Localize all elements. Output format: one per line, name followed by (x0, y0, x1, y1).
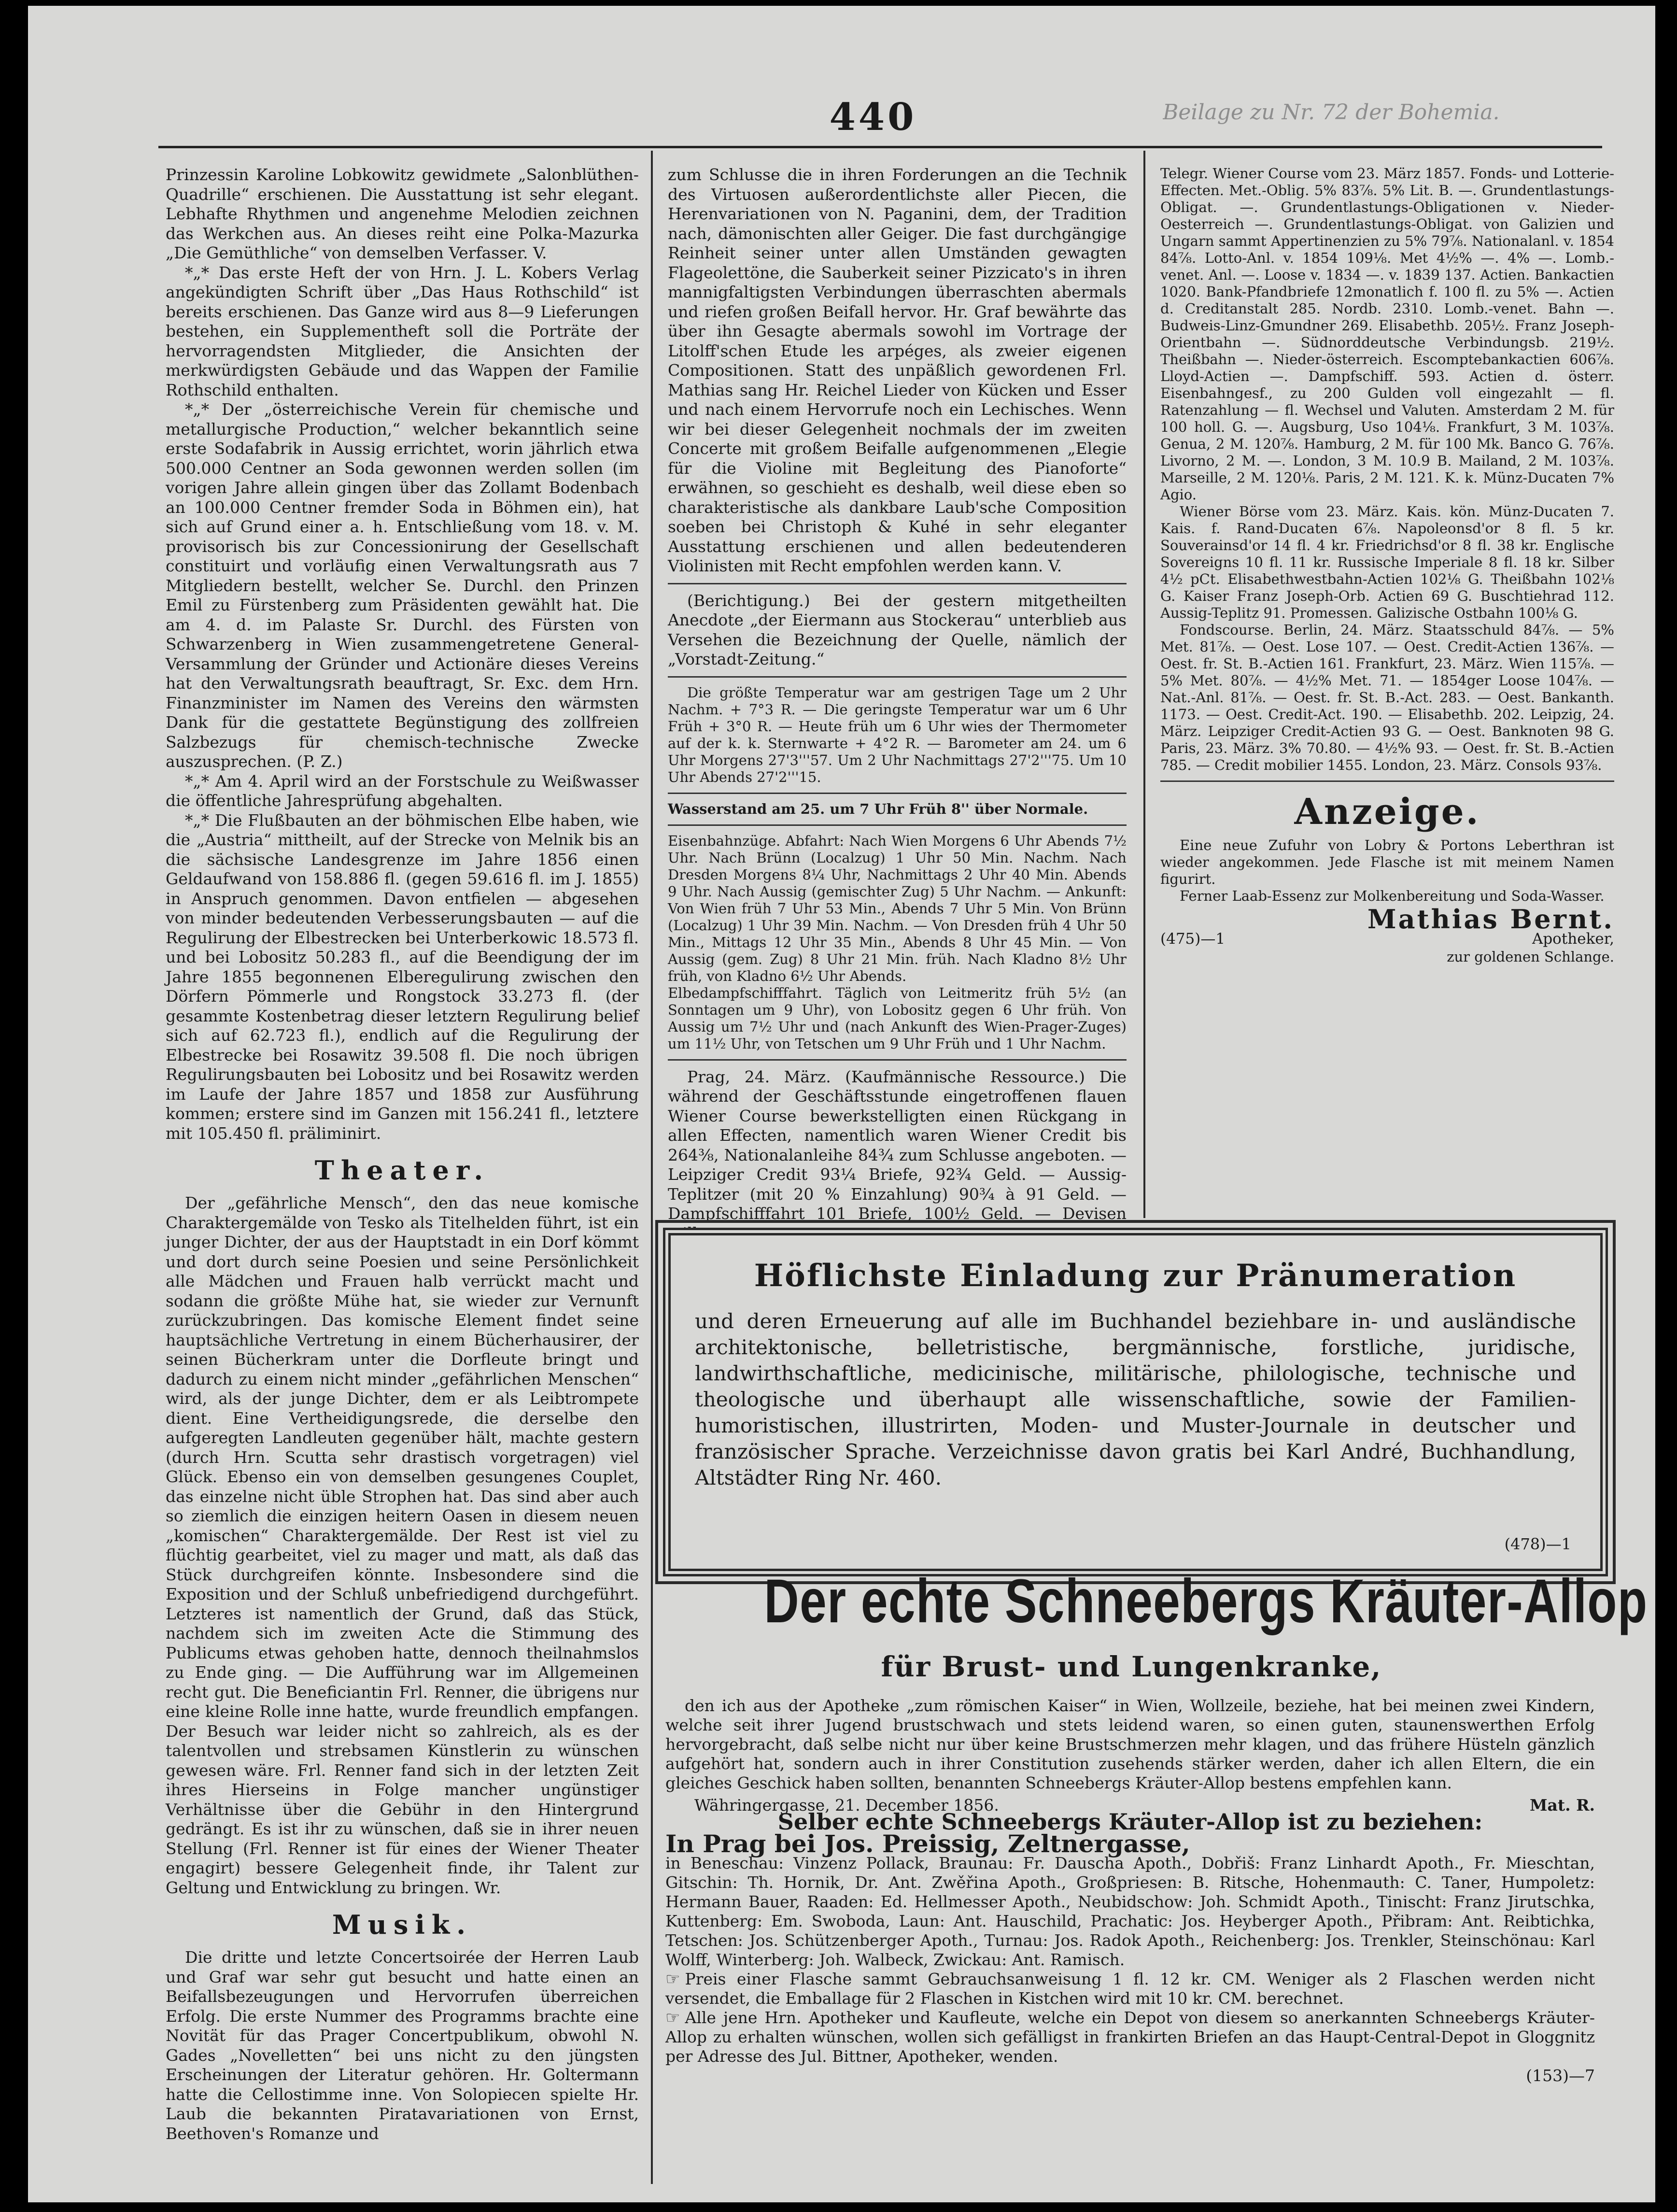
pranumeration-title: Höflichste Einladung zur Pränumeration (754, 1258, 1517, 1294)
separator (668, 793, 1127, 794)
separator (668, 676, 1127, 678)
depot-note (665, 2008, 1595, 2066)
musik-text: Die dritte und letzte Concertsoirée der Herren Laub und Graf war sehr gut besucht und hatte einen an Beifallsbezeugungen und Hervorrufen überreichen Erfolg. Die erste Nummer des Programms brachte eine Novität für das Prager Concertpublikum, obwohl N. Gades „Novelletten“ bei uns nicht zu den jüngsten Erscheinungen der Literatur gehören. Hr. Goltermann hatte die Cellostimme inne. Von Solopiecen spielte Hr. Laub die bekannten Piratavariationen von Ernst, Beethoven's Romanze und (166, 1948, 639, 2143)
column-3 (1160, 165, 1614, 965)
water-level: Wasserstand am 25. um 7 Uhr Früh 8'' über Normale. (668, 800, 1088, 817)
sellers-title: Selber echte Schneebergs Kräuter-Allop ist zu beziehen: (777, 1809, 1483, 1835)
ad-reference: (475)—1 (1160, 930, 1226, 948)
ad-reference: (478)—1 (1504, 1535, 1571, 1553)
testimonial-text: den ich aus der Apotheke „zum römischen Kaiser“ in Wien, Wollzeile, beziehe, hat bei meinen zwei Kindern, welche seit ihrer Jugend brustschwach und stets leidend waren, so einen guten, staunenswerthen Erfolg hervorgebracht, daß selbe nicht nur über keine Brustschmerzen mehr klagen, und das frühere Hüsteln gänzlich aufgehört hat, sondern auch in ihrer Constitution zusehends stärker werden, daher ich allen Eltern, die ein gleiches Geschick haben sollten, benannten Schneebergs Kräuter-Allop bestens empfehlen kann. (665, 1696, 1595, 1792)
newspaper-page (28, 6, 1655, 2202)
running-head: Beilage zu Nr. 72 der Bohemia. (1163, 100, 1500, 125)
anzeige-text: Ferner Laab-Essenz zur Molkenbereitung und Soda-Wasser. (1180, 888, 1605, 904)
article-text: zum Schlusse die in ihren Forderungen an die Technik des Virtuosen außerordentlichste aller Piecen, die Herenvariationen von N. Paganini, dem, der Tradition nach, dämonischten aller Geiger. Die fast durchgängige Reinheit seiner unter allen Umständen gewagten Flageolettöne, die Sauberkeit seiner Pizzicato's in ihren mannigfaltigsten Verbindungen überraschten abermals und riefen großen Beifall hervor. Hr. Graf bewährte das über ihn Gesagte abermals sowohl im Vortrage der Litolff'schen Etude les arpéges, als zweier eigenen Compositionen. Statt des unpäßlich gewordenen Frl. Mathias sang Hr. Reichel Lieder von Kücken und Esser und nach einem Hervorrufe noch ein Lechisches. Wenn wir bei dieser Gelegenheit nochmals der im zweiten Concerte mit großem Beifalle aufgenommenen „Elegie für die Violine mit Begleitung des Pianoforte“ erwähnen, so geschieht es deshalb, weil diese eben so charakteristische als dankbare Laub'sche Composition soeben bei Christoph & Kuhé in sehr eleganter Ausstattung erschienen und allen bedeutenderen Violinisten mit Recht empfohlen werden kann. V. (668, 165, 1127, 575)
prague-market-report: Prag, 24. März. (Kaufmännische Ressource.) Die während der Geschäftsstunde eingetroffenen flauen Wiener Course bewerkstelligten einen Rückgang in allen Effecten, namentlich waren Wiener Credit bis 264⅜, Nationalanleihe 84¾ zum Schlusse angeboten. — Leipziger Credit 93¼ Briefe, 92¾ Geld. — Aussig-Teplitzer (mit 20 % Einzahlung) 90¾ à 91 Geld. — Dampfschifffahrt 101 Briefe, 100½ Geld. — Devisen (668, 1067, 1127, 1223)
anzeige-text: Eine neue Zufuhr von Lobry & Portons Leberthran ist wieder angekommen. Jede Flasche ist mit meinem Namen figurirt. (1160, 837, 1614, 887)
separator (1160, 780, 1614, 782)
pranumeration-ad-box (663, 1228, 1608, 1576)
separator (668, 1059, 1127, 1061)
advertiser-signature: Mathias Bernt. (1367, 904, 1614, 935)
temperature-report: Die größte Temperatur war am gestrigen Tage um 2 Uhr Nachm. + 7°3 R. — Die geringste Temperatur war um 6 Uhr Früh + 3°0 R. — Heute früh um 6 Uhr wies der Thermometer auf der k. k. Sternwarte + 4°2 R. — Barometer am 24. um 6 Uhr Morgens 27'3'''57. Um 2 Uhr Nachmittags 27'2'''75. Um 10 Uhr Abends 27'2'''15. (668, 684, 1127, 785)
vienna-exchange-rates: Telegr. Wiener Course vom 23. März 1857. Fonds- und Lotterie-Effecten. Met.-Oblig. 5% 83⅞. 5% Lit. B. —. Grundentlastungs-Obligat. —. Grundentlastungs-Obligationen v. Nieder-Oesterreich —. Grundentlastungs-Obligat. von Galizien und Ungarn sammt Appertinenzien zu 5% 79⅞. Nationalanl. v. 1854 84⅞. Lotto-Anl. v. 1854 109⅛. Met 4½% —. 4% —. Lomb.-venet. Anl. —. Loose v. 1834 —. v. 1839 137. Actien. Bankactien 1020. Bank-Pfandbriefe 12monatlich f. 100 fl. zu 5% —. Actien d. Creditanstalt 285. Nordb. 2310. Lomb.-venet. Bahn —. Budweis-Linz-Gmundner 269. Elisabethb. 205½. Franz Joseph-Orientbahn —. Südnorddeutsche Verbindungsb. 219½. Theißbahn —. Nieder-österreich. Escomptebankactien 606⅞. Lloyd-Actien —. Dampfschiff. 593. Actien d. österr. Eisenbahngesf., zu 200 Gulden voll eingezahlt — fl. Ratenzahlung — fl. Wechsel und Valuten. Amsterdam 2 M. für 100 holl. G. —. Augsburg, Uso 104⅛. Frankfurt, 3 M. 103⅞. Genua, 2 M. 120⅞. Hamburg, 2 M. für 100 Mk. Banco G. 76⅞. Livorno, 2 M. —. London, 3 M. 10.9 B. Mailand, 2 M. 103⅞. Marseille, 2 M. 120⅛. Paris, 2 M. 121. K. k. Münz-Ducaten 7% Agio. (1160, 165, 1614, 503)
fonds-course: Fondscourse. Berlin, 24. März. Staatsschuld 84⅞. — 5% Met. 81⅞. — Oest. Lose 107. — Oest. Credit-Actien 136⅞. — Oest. fr. St. B.-Actien 161. Frankfurt, 23. März. Wien 115⅞. — 5% Met. 80⅞. — 4½% Met. 71. — 1854ger Loose 104⅞. — Nat.-Anl. 81⅞. — Oest. fr. St. B.-Act. 283. — Oest. Bankanth. 1173. — Oest. Credit-Act. 190. — Elisabethb. 202. Leipzig, 24. März. Leipziger Credit-Actien 93 G. — Oest. Banknoten 98 G. Paris, 23. März. 3% 70.80. — 4½% 93. — Oest. fr. St. B.-Actien 785. — Credit mobilier 1455. London, 23. März. Consols 93⅞. (1160, 622, 1614, 773)
depot-note-text: Alle jene Hrn. Apotheker und Kaufleute, welche ein Depot von diesem so anerkannten Schneebergs Kräuter-Allop zu erhalten wünschen, wollen sich gefälligst in frankirten Briefen an das Haupt-Central-Depot in Gloggnitz per Adresse des Jul. Bittner, Apotheker, wenden. (665, 2008, 1595, 2066)
advertiser-title: Apotheker, (1532, 930, 1614, 948)
herbal-syrup-ad-body (665, 1696, 1595, 1815)
theater-heading: Theater. (314, 1155, 490, 1186)
separator (668, 583, 1127, 584)
article-text: *„* Am 4. April wird an der Forstschule zu Weißwasser die öffentliche Jahresprüfung abgehalten. (166, 771, 639, 810)
separator (668, 824, 1127, 826)
pranumeration-text: und deren Erneuerung auf alle im Buchhandel beziehbare in- und ausländische architektonische, belletristische, bergmännische, forstliche, juridische, landwirthschaftliche, medicinische, militärische, philologische, technische und theologische und überhaupt alle wissenschaftliche, sowie der Familien-humoristischen, illustrirten, Moden- und Muster-Journale in deutscher und französischer Sprache. Verzeichnisse davon gratis bei Karl André, Buchhandlung, Altstädter Ring Nr. 460. (695, 1309, 1576, 1489)
herbal-syrup-ad-subtitle: für Brust- und Lungenkranke, (881, 1650, 1382, 1683)
price-note-text: Preis einer Flasche sammt Gebrauchsanweisung 1 fl. 12 kr. CM. Weniger als 2 Flaschen werden nicht versendet, die Emballage für 2 Flaschen in Kistchen wird mit 10 kr. CM. berechnet. (665, 1970, 1595, 2008)
article-text: Prinzessin Karoline Lobkowitz gewidmete „Salonblüthen-Quadrille“ erschienen. Die Ausstattung ist sehr elegant. Lebhafte Rhythmen und angenehme Melodien zeichnen das Werkchen aus. An dieses reiht eine Polka-Mazurka „Die Gemüthliche“ von demselben Verfasser. V. (166, 165, 639, 262)
header-rule (158, 146, 1602, 148)
seller-locations: in Beneschau: Vinzenz Pollack, Braunau: Fr. Dauscha Apoth., Dobřiš: Franz Linhardt Apoth., Fr. Mieschtan, Gitschin: Th. Hornik, Dr. Ant. Zwěřina Apoth., Großpriesen: B. Ritsche, Hohenmauth: C. Taner, Humpoletz: Hermann Bauer, Raaden: Ed. Hellmesser Apoth., Neubidschow: Joh. Schmidt Apoth., Tinischt: Franz Jirutschka, Kuttenberg: Em. Swoboda, Laun: Ant. Hauschild, Prachatic: Jos. Heyberger Apoth., Přibram: Ant. Reibtichka, Tetschen: Jos. Schützenberger Apoth., Turnau: Jos. Radok Apoth., Reichenberg: Jos. Trenkler, Steinschönau: Karl Wolff, Winterberg: Joh. Walbeck, Zwickau: Ant. Ramisch. (665, 1854, 1595, 1969)
railway-schedule: Eisenbahnzüge. Abfahrt: Nach Wien Morgens 6 Uhr Abends 7½ Uhr. Nach Brünn (Localzug) 1 Uhr 50 Min. Nachm. Nach Dresden Morgens 8¼ Uhr, Nachmittags 2 Uhr 40 Min. Abends 9 Uhr. Nach Aussig (gemischter Zug) 5 Uhr Nachm. — Ankunft: Von Wien früh 7 Uhr 53 Min., Abends 7 Uhr 5 Min. Von Brünn (Localzug) 1 Uhr 39 Min. Nachm. — Von Dresden früh 4 Uhr 50 Min., Mittags 12 Uhr 35 Min., Abends 8 Uhr 45 Min. — Von Aussig (gem. Zug) 8 Uhr 21 Min. früh. Nach Kladno 8½ Uhr früh, von Kladno 6½ Uhr Abends. (668, 832, 1127, 984)
correction-note: (Berichtigung.) Bei der gestern mitgetheilten Anecdote „der Eiermann aus Stockerau“ unterblieb aus Versehen die Bezeichnung der Quelle, nämlich der „Vorstadt-Zeitung.“ (668, 591, 1127, 668)
pointing-hand-icon: ☞ (665, 2008, 680, 2028)
column-1 (166, 165, 639, 2143)
herbal-syrup-ad-title: Der echte Schneebergs Kräuter-Allop (764, 1567, 1648, 1636)
testimonial-signer: Mat. R. (1529, 1796, 1595, 1815)
anzeige-heading: Anzeige. (1294, 791, 1480, 833)
vienna-bourse: Wiener Börse vom 23. März. Kais. kön. Münz-Ducaten 7. Kais. f. Rand-Ducaten 6⅞. Napoleonsd'or 8 fl. 5 kr. Souverainsd'or 14 fl. 4 kr. Friedrichsd'or 8 fl. 38 kr. Englische Sovereigns 10 fl. 11 kr. Russische Imperiale 8 fl. 18 kr. Silber 4½ pCt. Elisabethwestbahn-Actien 102⅛ G. Theißbahn 102⅛ G. Kaiser Franz Joseph-Orb. Actien 69 G. Buschtiehrad 112. Aussig-Teplitz 91. Promessen. Galizische Ostbahn 100⅛ G. (1160, 503, 1614, 621)
pointing-hand-icon: ☞ (665, 1970, 680, 1989)
elbe-steamship-schedule: Elbedampfschifffahrt. Täglich von Leitmeritz früh 5½ (an Sonntagen um 9 Uhr), von Lobositz gegen 6 Uhr früh. Von Aussig um 7½ Uhr und (nach Ankunft des Wien-Prager-Zuges) um 11½ Uhr, von Tetschen um 9 Uhr Früh und 1 Uhr Nachm. (668, 984, 1127, 1052)
column-divider (651, 151, 653, 1218)
sellers-list (665, 1809, 1595, 2085)
column-divider (651, 1218, 653, 2184)
price-note (665, 1970, 1595, 2008)
testimonial-place-date: Währingergasse, 21. December 1856. (694, 1796, 999, 1815)
theater-text: Der „gefährliche Mensch“, den das neue komische Charaktergemälde von Tesko als Titelhelden führt, ist ein junger Dichter, der aus der Hauptstadt in ein Dorf kömmt und dort durch seine Poesien und seine Persönlichkeit alle Mädchen und Frauen halb verrückt macht und sodann die größte Mühe hat, sie wieder zur Vernunft zurückzubringen. Das komische Element findet seine hauptsächliche Vertretung in einem Bücherhausirer, der seinen Bücherkram unter die Dorfleute bringt und dadurch zu einem nicht minder „gefährlichen Menschen“ wird, als der junge Dichter, dem er als Leibtrompete dient. Eine Vertheidigungsrede, die derselbe den aufgeregten Landleuten gegenüber hält, machte gestern (durch Hrn. Scutta sehr drastisch vorgetragen) viel Glück. Ebenso ein von demselben gesungenes Couplet, das einzelne nicht üble Strophen hat. Das sind aber auch so ziemlich die einzigen heitern Oasen in diesem neuen „komischen“ Charaktergemälde. Der Rest ist viel zu flüchtig gearbeitet, viel zu mager und matt, als daß das Stück durchgreifen könnte. Insbesondere sind die Exposition und der Schluß unbefriedigend durchgeführt. Letzteres ist namentlich der Grund, daß das Stück, nachdem sich im zweiten Acte die Stimmung des Publicums etwas gehoben hatte, dennoch theilnahmslos zu Ende ging. — Die Aufführung war im Allgemeinen recht gut. Die Beneficiantin Frl. Renner, die übrigens nur eine kleine Rolle inne hatte, wurde freundlich empfangen. Der Besuch war leider nicht so zahlreich, als es der talentvollen und strebsamen Künstlerin zu wünschen gewesen wäre. Frl. Renner fand sich in der letzten Zeit ihres Hierseins in Folge mancher ungünstiger Verhältnisse über die Gebühr in den Hintergrund gedrängt. Es ist ihr zu wünschen, daß sie in ihrer neuen Stellung (Frl. Renner ist für eines der Wiener Theater engagirt) bessere Gelegenheit finde, ihr Talent zur Geltung und Entwicklung zu bringen. Wr. (166, 1193, 639, 1897)
musik-heading: Musik. (332, 1909, 473, 1940)
advertiser-address: zur goldenen Schlange. (1447, 949, 1614, 965)
column-divider (1143, 151, 1145, 1218)
article-text: *„* Der „österreichische Verein für chemische und metallurgische Production,“ welcher bekanntlich seine erste Sodafabrik in Aussig errichtet, worin jährlich etwa 500.000 Centner an Soda gewonnen werden sollen (im vorigen Jahre allein gingen über das Zollamt Bodenbach an 100.000 Centner fremder Soda in Böhmen ein), hat sich auf Grund einer a. h. Entschließung vom 18. v. M. provisorisch bis zur Concessionirung der Gesellschaft constituirt und vorläufig einen Verwaltungsrath aus 7 Mitgliedern bestellt, welcher Se. Durchl. den Prinzen Emil zu Fürstenberg zum Präsidenten gewählt hat. Die am 4. d. im Palaste Sr. Durchl. des Fürsten von Schwarzenberg in Wien zusammengetretene General-Versammlung der Gründer und Actionäre dieses Vereins hat den Verwaltungsrath beauftragt, Sr. Exc. dem Hrn. Finanzminister im Namen des Vereins den wärmsten Dank für die gestattete Begünstigung des zollfreien Salzbezugs für chemisch-technische Zwecke auszusprechen. (P. Z.) (166, 400, 639, 771)
prague-seller: In Prag bei Jos. Preissig, Zeltnergasse, (665, 1829, 1190, 1858)
article-text: *„* Die Flußbauten an der böhmischen Elbe haben, wie die „Austria“ mittheilt, auf der Strecke von Melnik bis an die sächsische Landesgrenze im Jahre 1856 einen Geldaufwand von 158.886 fl. (gegen 59.616 fl. im J. 1855) in Anspruch genommen. Davon entfielen — abgesehen von minder bedeutenden Verbesserungsbauten — auf die Regulirung der Elbestrecken bei Unterberkowic 18.573 fl. und bei Lobositz 50.283 fl., auf die Beendigung der im Jahre 1855 begonnenen Elberegulirung zwischen den Dörfern Pömmerle und Rongstock 33.273 fl. (der gesammte Kostenbetrag dieser letztern Regulirung belief sich auf 62.723 fl.), endlich auf die Regulirung der Elbestrecke bei Rosawitz 39.508 fl. Die noch übrigen Regulirungsbauten bei Lobositz und bei Rosawitz werden im Laufe der Jahre 1857 und 1858 zur Ausführung kommen; erstere sind im Ganzen mit 156.241 fl., letztere mit 105.450 fl. präliminirt. (166, 810, 639, 1143)
article-text: *„* Das erste Heft der von Hrn. J. L. Kobers Verlag angekündigten Schrift über „Das Haus Rothschild“ ist bereits erschienen. Das Ganze wird aus 8—9 Lieferungen bestehen, ein Supplementheft soll die Porträte der hervorragendsten Mitglieder, die Ansichten der merkwürdigsten Gebäude und das Wappen der Familie Rothschild enthalten. (166, 263, 639, 399)
ad-reference: (153)—7 (1526, 2066, 1595, 2085)
column-2 (668, 165, 1127, 1243)
page-number: 440 (829, 95, 917, 139)
